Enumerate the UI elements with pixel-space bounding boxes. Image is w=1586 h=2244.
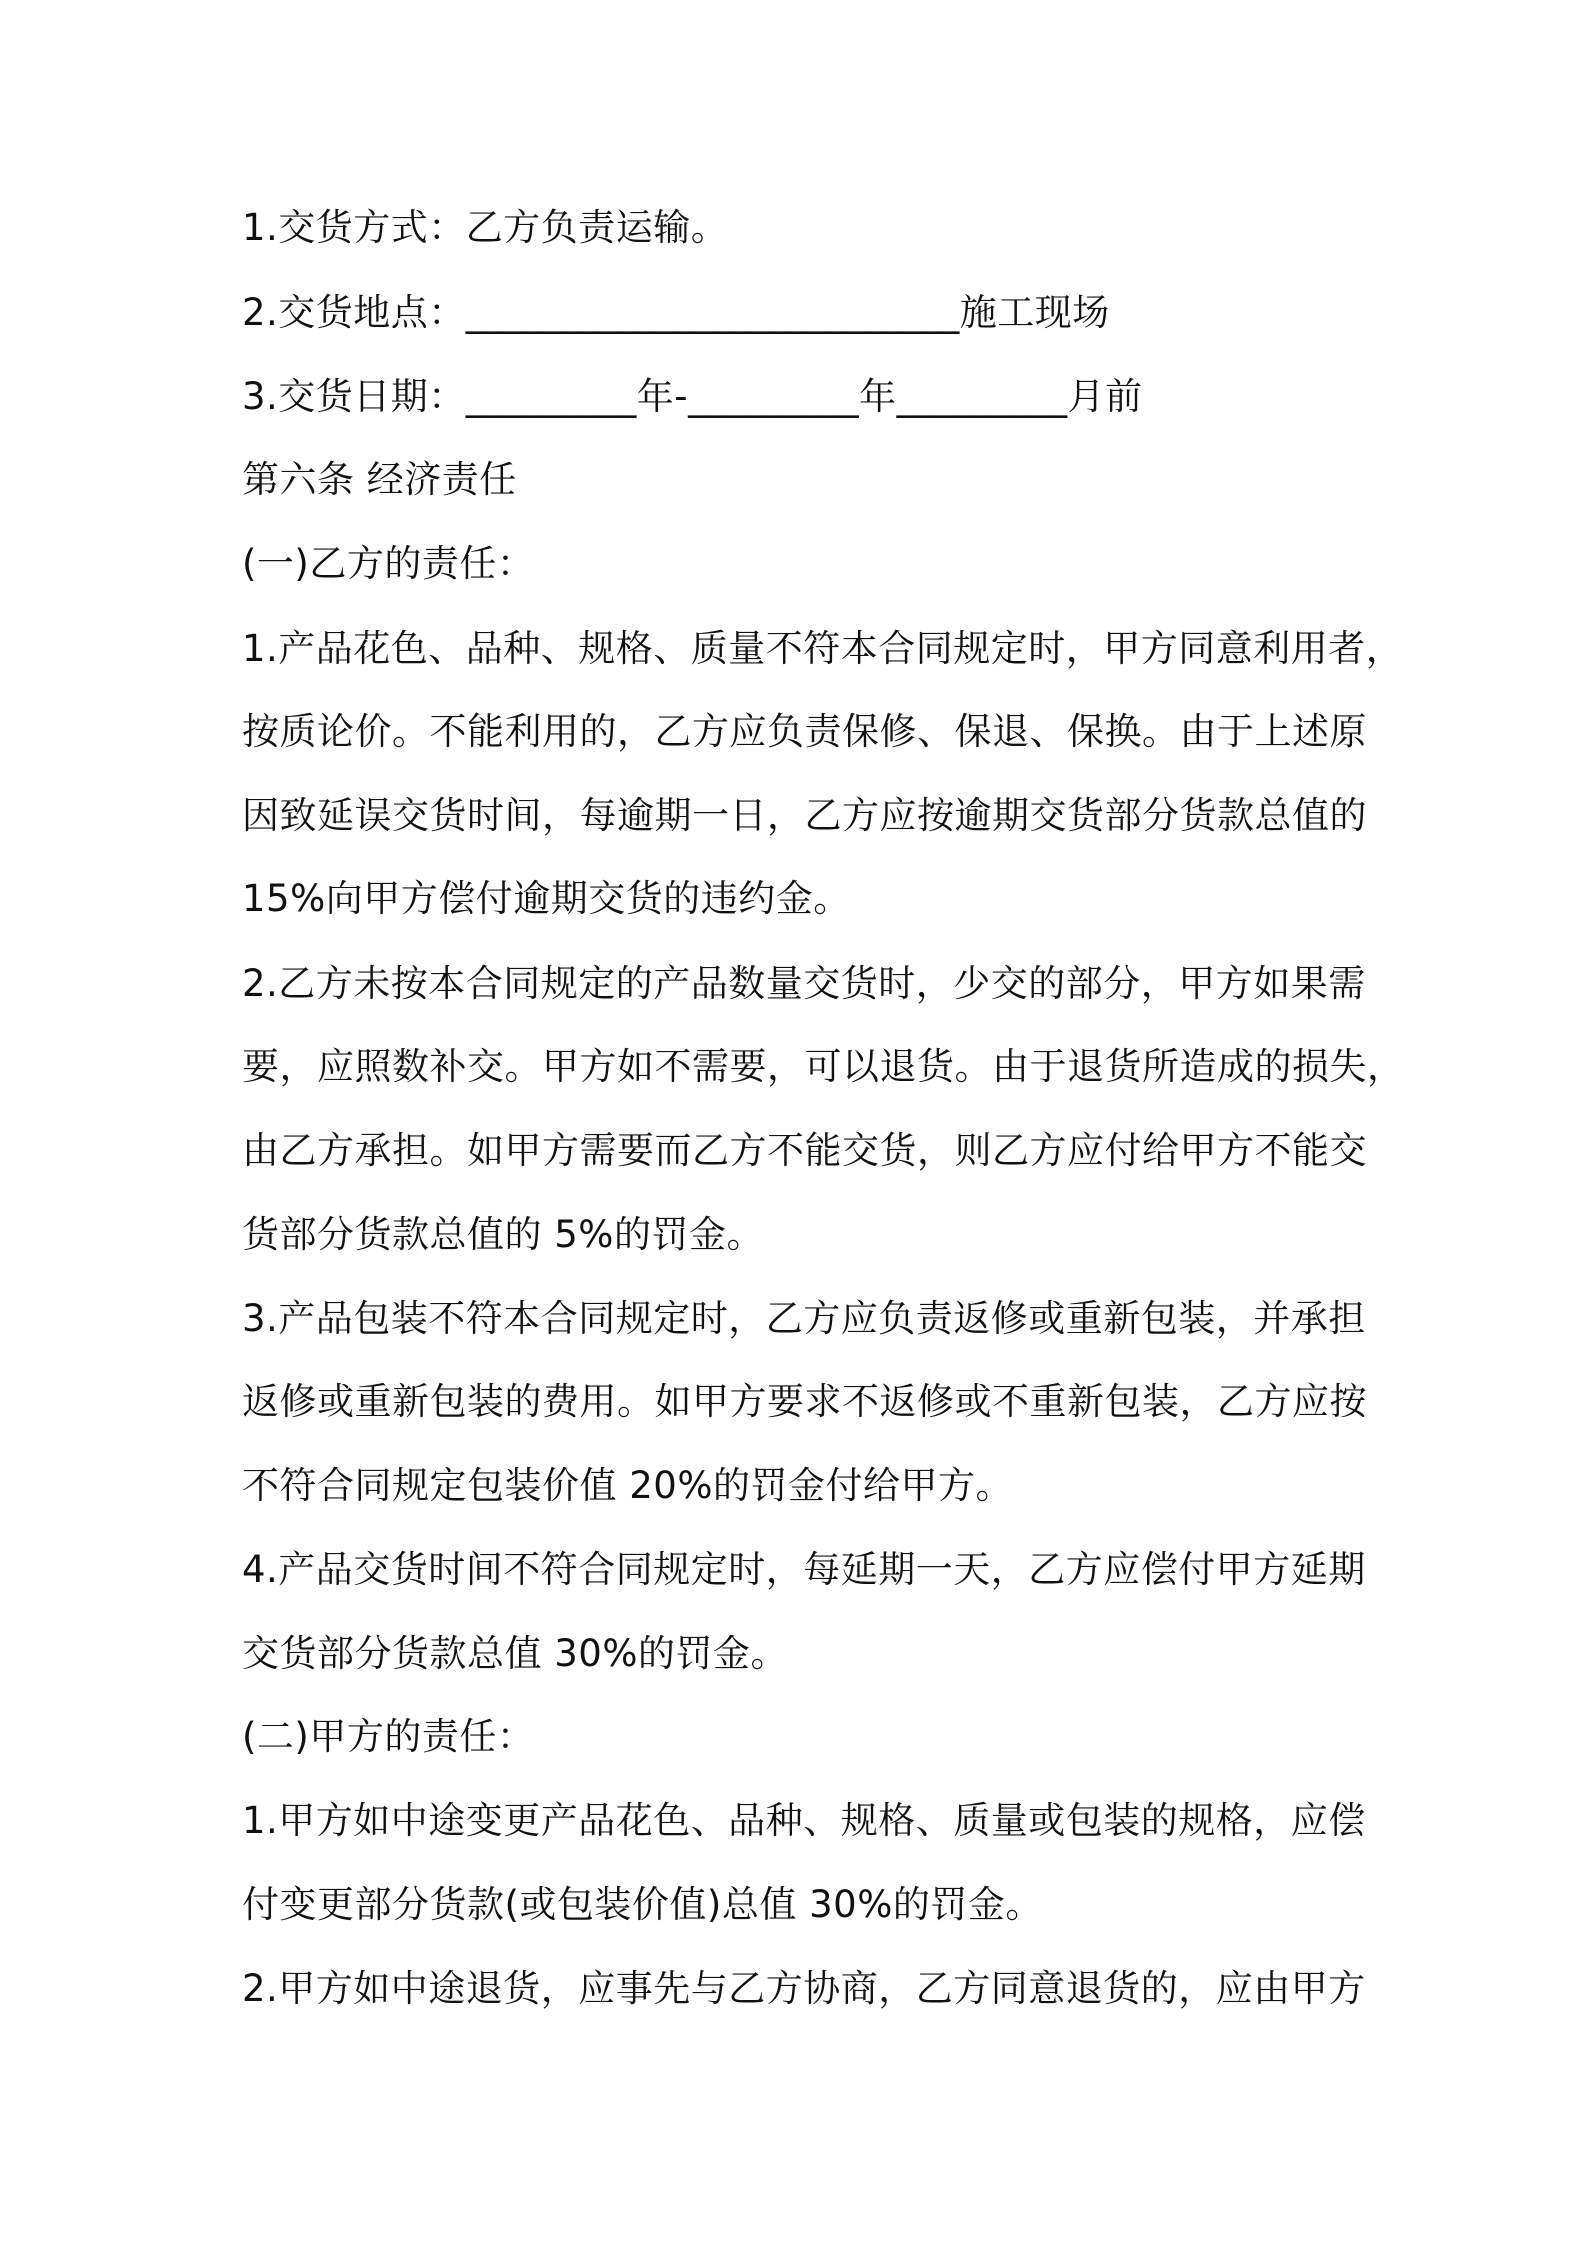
paragraph-line: 按质论价。不能利用的，乙方应负责保修、保退、保换。由于上述原: [242, 710, 1367, 753]
section-heading-party-a: (二)甲方的责任：: [242, 1715, 535, 1758]
paragraph-line: 返修或重新包装的费用。如甲方要求不返修或不重新包装，乙方应按: [242, 1380, 1367, 1423]
clause-delivery-date: 3.交货日期：_________年-_________年_________月前: [242, 375, 1143, 418]
paragraph-line: 3.产品包装不符本合同规定时，乙方应负责返修或重新包装，并承担: [242, 1297, 1366, 1340]
paragraph-line: 2.甲方如中途退货，应事先与乙方协商，乙方同意退货的，应由甲方: [242, 1967, 1366, 2010]
paragraph-line: 2.乙方未按本合同规定的产品数量交货时，少交的部分，甲方如果需: [242, 962, 1366, 1005]
paragraph-line: 1.甲方如中途变更产品花色、品种、规格、质量或包装的规格，应偿: [242, 1799, 1366, 1842]
paragraph-line: 15%向甲方偿付逾期交货的违约金。: [242, 877, 851, 920]
paragraph-line: 不符合同规定包装价值 20%的罚金付给甲方。: [242, 1464, 1013, 1507]
paragraph-line: 付变更部分货款(或包装价值)总值 30%的罚金。: [242, 1883, 1043, 1926]
clause-delivery-method: 1.交货方式：乙方负责运输。: [242, 206, 729, 249]
paragraph-line: 货部分货款总值的 5%的罚金。: [242, 1213, 764, 1256]
section-heading-party-b: (一)乙方的责任：: [242, 542, 535, 585]
article-heading: 第六条 经济责任: [242, 458, 517, 501]
paragraph-line: 4.产品交货时间不符合同规定时，每延期一天，乙方应偿付甲方延期: [242, 1548, 1366, 1591]
paragraph-line: 因致延误交货时间，每逾期一日，乙方应按逾期交货部分货款总值的: [242, 794, 1367, 837]
clause-delivery-location: 2.交货地点：__________________________施工现场: [242, 291, 1110, 334]
paragraph-line: 1.产品花色、品种、规格、质量不符本合同规定时，甲方同意利用者，: [242, 627, 1404, 670]
paragraph-line: 交货部分货款总值 30%的罚金。: [242, 1632, 788, 1675]
paragraph-line: 要，应照数补交。甲方如不需要，可以退货。由于退货所造成的损失，: [242, 1045, 1405, 1088]
paragraph-line: 由乙方承担。如甲方需要而乙方不能交货，则乙方应付给甲方不能交: [242, 1129, 1367, 1172]
